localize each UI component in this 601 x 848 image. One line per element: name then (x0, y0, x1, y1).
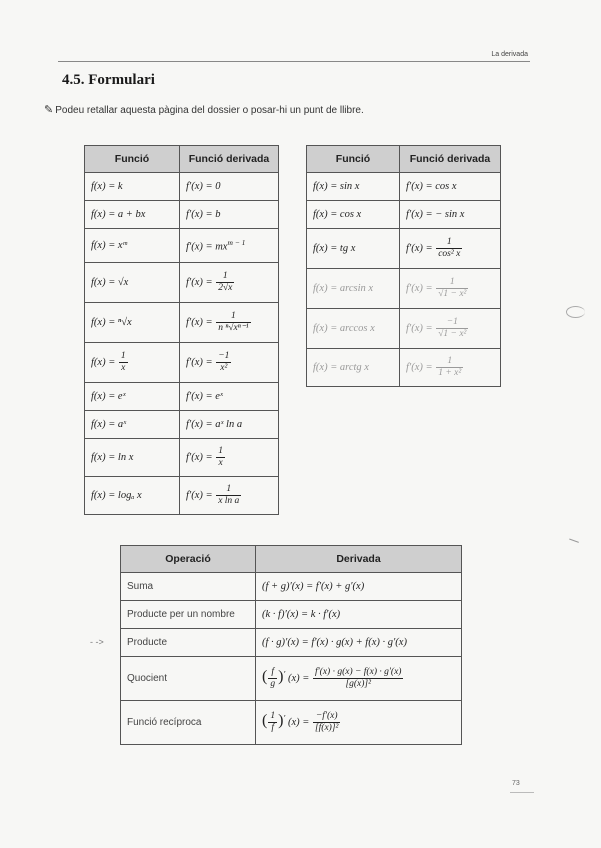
derivative-cell (180, 303, 279, 343)
fraction (216, 446, 225, 469)
numerator: −f′(x) (313, 711, 340, 723)
table-row (121, 657, 462, 701)
derivative-cell: f′(x) = b (180, 201, 279, 229)
column-header-derivative: Funció derivada (180, 146, 279, 173)
denominator: [f(x)]² (314, 723, 339, 733)
function-cell: f(x) = eˣ (85, 383, 180, 411)
open-paren: ( (262, 667, 268, 685)
derivative-text: f′(x) = (186, 276, 216, 288)
derivative-cell (400, 349, 501, 387)
derivative-cell (256, 701, 462, 745)
derivative-cell (400, 229, 501, 269)
numerator: 1 (216, 311, 250, 323)
fraction (268, 667, 277, 690)
denominator: n ⁿ√xⁿ⁻¹ (218, 323, 249, 333)
numerator: 1 (216, 271, 234, 283)
table-row (307, 309, 501, 349)
derivative-text: (x) = (287, 716, 312, 728)
table-row (121, 701, 462, 745)
function-cell: f(x) = ln x (85, 439, 180, 477)
denominator: cos² x (438, 249, 461, 259)
operation-cell: Producte per un nombre (121, 601, 256, 629)
fraction (216, 271, 234, 294)
derivative-cell: (f + g)′(x) = f′(x) + g′(x) (256, 573, 462, 601)
table-row (85, 343, 279, 383)
function-cell: f(x) = arcsin x (307, 269, 400, 309)
fraction (268, 711, 277, 734)
function-cell: f(x) = xᵐ (85, 229, 180, 263)
table-row (121, 601, 462, 629)
function-cell: f(x) = aˣ (85, 411, 180, 439)
function-cell: f(x) = tg x (307, 229, 400, 269)
derivative-text: f′(x) = (186, 451, 216, 463)
numerator: 1 (436, 237, 462, 249)
numerator: f (268, 667, 277, 679)
derivative-text: f′(x) = (406, 242, 436, 254)
fraction (216, 311, 250, 334)
derivative-cell: f′(x) = cos x (400, 173, 501, 201)
function-cell: f(x) = k (85, 173, 180, 201)
exponent: m − 1 (227, 238, 246, 248)
derivative-cell: f′(x) = 0 (180, 173, 279, 201)
derivative-cell (180, 263, 279, 303)
arrow-mark: - -> (90, 637, 104, 647)
denominator: [g(x)]² (345, 679, 371, 689)
fraction (436, 277, 468, 300)
derivatives-table (84, 145, 279, 515)
fraction (436, 317, 468, 340)
denominator: √1 − x² (438, 329, 467, 339)
numerator: 1 (270, 711, 276, 721)
function-cell: f(x) = sin x (307, 173, 400, 201)
function-cell: f(x) = arctg x (307, 349, 400, 387)
column-header-operation: Operació (121, 546, 256, 573)
table-row (85, 477, 279, 515)
note-text: Podeu retallar aquesta pàgina del dossier o posar-hi un punt de llibre. (55, 105, 364, 116)
derivative-cell: f′(x) = aˣ ln a (180, 411, 279, 439)
column-header-function: Funció (85, 146, 180, 173)
numerator: 1 (216, 484, 241, 496)
derivative-cell: f′(x) = − sin x (400, 201, 501, 229)
numerator: f′(x) · g(x) − f(x) · g′(x) (314, 667, 402, 677)
note-line (44, 103, 364, 116)
trig-derivatives-table (306, 145, 501, 387)
table-row (85, 229, 279, 263)
function-cell: f(x) = arccos x (307, 309, 400, 349)
derivative-cell: (f · g)′(x) = f′(x) · g(x) + f(x) · g′(x) (256, 629, 462, 657)
denominator: x (218, 458, 223, 468)
derivative-text: f′(x) = (406, 282, 436, 294)
pen-tick (567, 539, 579, 549)
operation-cell: Suma (121, 573, 256, 601)
table-row (85, 173, 279, 201)
table-row (121, 573, 462, 601)
column-header-derivative: Derivada (256, 546, 462, 573)
pen-scribble (566, 306, 585, 318)
numerator: 1 (120, 351, 126, 361)
derivative-text: f′(x) = (186, 489, 216, 501)
table-row (307, 269, 501, 309)
table-row (307, 349, 501, 387)
running-head (58, 52, 530, 62)
derivative-cell (400, 309, 501, 349)
page-number: 73 (512, 780, 520, 787)
derivative-rules-table (120, 545, 462, 745)
table-row (85, 303, 279, 343)
denominator: 2√x (218, 283, 233, 293)
denominator: √1 − x² (438, 289, 467, 299)
denominator: x (121, 363, 126, 373)
page-number-rule (510, 792, 534, 793)
operation-cell: Funció recíproca (121, 701, 256, 745)
function-cell: f(x) = cos x (307, 201, 400, 229)
open-paren: ( (262, 711, 268, 729)
derivative-cell (256, 657, 462, 701)
table-header-row (121, 546, 462, 573)
denominator: f (271, 723, 275, 733)
table-row (307, 201, 501, 229)
function-cell: f(x) = logₐ x (85, 477, 180, 515)
prime-mark: ′ (283, 712, 286, 723)
derivative-text: f′(x) = mx (186, 241, 228, 253)
close-paren: ) (278, 667, 284, 685)
table-row (85, 411, 279, 439)
derivative-cell: (k · f)′(x) = k · f′(x) (256, 601, 462, 629)
operation-cell: Quocient (121, 657, 256, 701)
pencil-icon: ✎ (44, 104, 54, 116)
table-row (85, 263, 279, 303)
table-header-row (307, 146, 501, 173)
column-header-derivative: Funció derivada (400, 146, 501, 173)
prime-mark: ′ (283, 668, 286, 679)
operation-cell: Producte (121, 629, 256, 657)
derivative-text: f′(x) = (186, 316, 216, 328)
fraction (216, 484, 241, 507)
function-text: f(x) = (91, 356, 118, 368)
derivative-cell (180, 343, 279, 383)
denominator: x ln a (218, 496, 240, 506)
numerator: 1 (218, 446, 223, 456)
derivative-text: (x) = (287, 672, 312, 684)
numerator: 1 (436, 356, 463, 368)
numerator: 1 (436, 277, 468, 289)
derivative-text: f′(x) = (186, 356, 216, 368)
derivative-cell (180, 477, 279, 515)
denominator: 1 + x² (438, 368, 462, 378)
fraction (313, 667, 404, 690)
fraction (119, 351, 128, 374)
fraction (436, 356, 463, 379)
denominator: g (270, 679, 276, 689)
numerator: −1 (436, 317, 468, 329)
derivative-text: f′(x) = (406, 361, 436, 373)
numerator: −1 (218, 351, 230, 361)
fraction (216, 351, 231, 374)
derivative-text: f′(x) = (406, 322, 436, 334)
running-title: La derivada (491, 51, 528, 58)
derivative-cell (180, 439, 279, 477)
denominator: x² (220, 363, 228, 373)
table-row (85, 439, 279, 477)
derivative-cell: f′(x) = eˣ (180, 383, 279, 411)
column-header-function: Funció (307, 146, 400, 173)
table-row (307, 229, 501, 269)
table-header-row (85, 146, 279, 173)
function-cell: f(x) = ⁿ√x (85, 303, 180, 343)
table-row (307, 173, 501, 201)
function-cell: f(x) = √x (85, 263, 180, 303)
table-row (121, 629, 462, 657)
fraction (313, 711, 340, 734)
table-row (85, 201, 279, 229)
fraction (436, 237, 462, 260)
function-cell: f(x) = a + bx (85, 201, 180, 229)
function-cell (85, 343, 180, 383)
section-title: 4.5. Formulari (62, 72, 155, 88)
table-row (85, 383, 279, 411)
derivative-cell (180, 229, 279, 263)
close-paren: ) (278, 711, 284, 729)
derivative-cell (400, 269, 501, 309)
